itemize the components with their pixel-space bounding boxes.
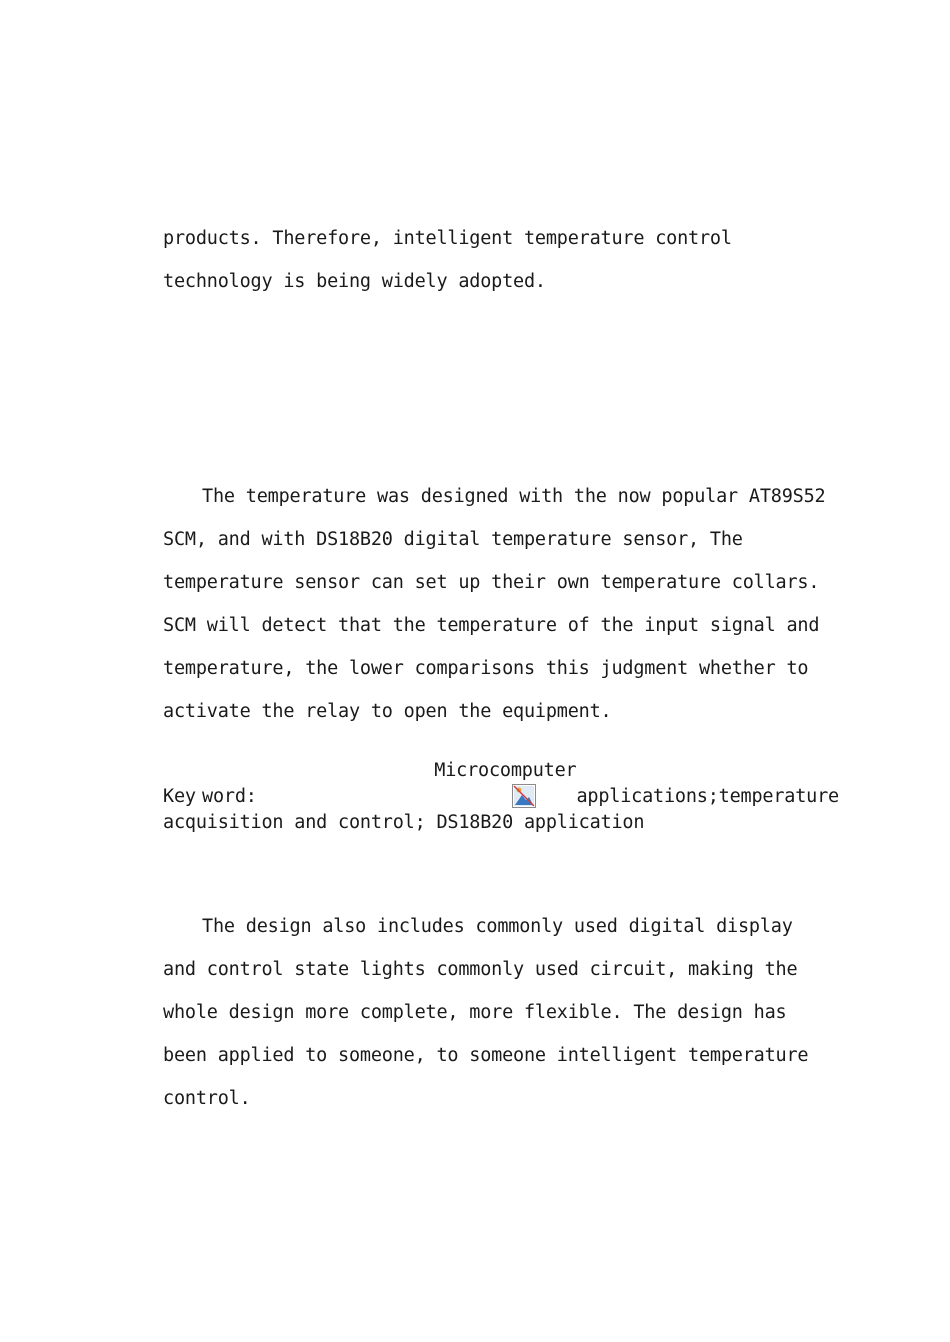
text-line: The temperature was designed with the now popular AT89S52 — [202, 486, 826, 507]
paragraph-1 — [163, 131, 853, 389]
text-line: SCM will detect that the temperature of the input signal and — [163, 615, 820, 636]
keywords-section — [163, 732, 839, 836]
text-line: temperature sensor can set up their own temperature collars. — [163, 572, 820, 593]
text-line: products. Therefore, intelligent temperature control — [163, 228, 732, 249]
keywords-label-key: Key — [163, 786, 196, 807]
keywords-label-word: word: — [202, 786, 257, 807]
keywords-line-1 — [163, 732, 839, 810]
text-line: SCM, and with DS18B20 digital temperature sensor, The — [163, 529, 743, 550]
abstract-body — [163, 131, 853, 1206]
text-line: activate the relay to open the equipment. — [163, 701, 612, 722]
text-line: been applied to someone, to someone intelligent temperature — [163, 1045, 809, 1066]
paragraph-3 — [163, 819, 853, 1206]
text-line: temperature, the lower comparisons this judgment whether to — [163, 658, 809, 679]
keyword-temperature: temperature — [718, 786, 839, 807]
keyword-applications: applications; — [576, 786, 719, 807]
keywords-label — [163, 784, 257, 810]
broken-image-icon — [402, 758, 426, 782]
text-line: and control state lights commonly used circuit, making the — [163, 959, 798, 980]
text-line: control. — [163, 1088, 251, 1109]
text-line: whole design more complete, more flexible. The design has — [163, 1002, 787, 1023]
text-line: The design also includes commonly used digital display — [202, 916, 793, 937]
keywords-line-2: acquisition and control; DS18B20 application — [163, 812, 645, 833]
text-line: technology is being widely adopted. — [163, 271, 546, 292]
keyword-first — [315, 732, 577, 810]
keyword-microcomputer: Microcomputer — [434, 760, 577, 781]
